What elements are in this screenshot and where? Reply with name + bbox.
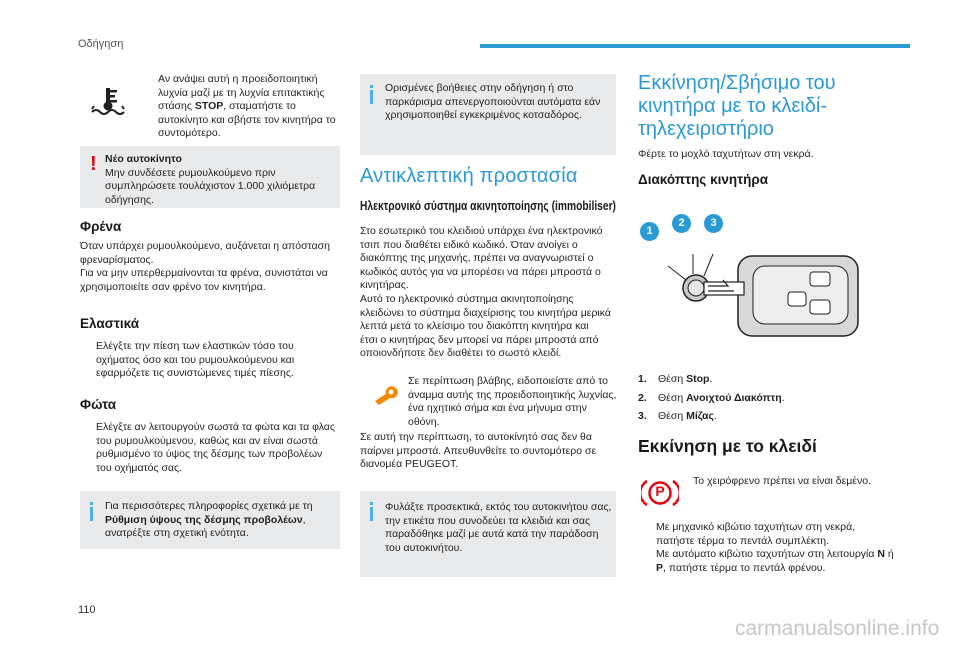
new-car-title: Νέο αυτοκίνητο [105,153,182,165]
brakes-text: Όταν υπάρχει ρυμουλκούμενο, αυξάνεται η απόσταση φρεναρίσματος. Για να μην υπερθερμαίνονται τα φρένα, συνιστάται να χρησιμοποιείτε σαν φρένο τον κινητήρα. [80,240,330,293]
header-accent-bar [480,44,910,48]
info-icon [370,507,373,521]
new-car-warning-box [80,146,340,208]
position-item: 1. Θέση Stop. [638,373,713,385]
text-line: χρησιμοποιηθεί εγκεκριμένος κοτσαδόρος. [385,109,582,122]
text-line: λυχνία μαζί με τη λυχνία επιτακτικής [158,86,325,99]
tyres-heading: Ελαστικά [80,316,140,331]
text-line: συντομότερο. [158,127,221,140]
page-number: 110 [78,604,96,616]
headlamp-info-box [80,491,340,549]
neutral-instruction: Φέρτε το μοχλό ταχυτήτων στη νεκρά. [638,148,814,160]
start-procedure-text: Με μηχανικό κιβώτιο ταχυτήτων στη νεκρά, πατήστε τέρμα το πεντάλ συμπλέκτη. Με αυτόματο κιβώτιο ταχυτήτων στη λειτουργία N ή P, πατήστε τέρμα το πεντάλ φρένου. [656,521,894,574]
text-line: παραδόθηκε μαζί με αυτά κατά την παράδοση [385,528,599,541]
switch-positions-list [638,373,928,424]
tyres-text: Ελέγξτε την πίεση των ελαστικών τόσο του οχήματος όσο και του ρυμουλκούμενου και εφαρμόζετε τις συνιστώμενες τιμές πίεσης. [96,340,295,380]
immobiliser-subheading: Ηλεκτρονικό σύστημα ακινητοποίησης (immobiliser) [360,199,616,213]
text-line: οδήγησης. [105,193,154,206]
text-line: Μην συνδέσετε ρυμουλκούμενο πριν [105,166,276,179]
parking-p-symbol: P [655,483,665,499]
fault-case-text: Σε αυτή την περίπτωση, το αυτοκίνητό σας δεν θα παίρνει μπροστά. Απευθυνθείτε το συντομότερο σε διανομέα PEUGEOT. [360,431,597,471]
info-icon [370,90,373,104]
immobiliser-text: Στο εσωτερικό του κλειδιού υπάρχει ένα ηλεκτρονικό τσιπ που διαθέτει ειδικό κωδικό. Όταν ανοίγει ο διακόπτης της μηχανής, πρέπει να αναγνωριστεί ο κωδικός αυτός για να μπορέσει να πάρει μπροστά ο κινητήρας. Αυτό το ηλεκτρονικό σύστημα ακινητοποίησης κλειδώνει το σύστημα διαχείρισης του κινητήρα μερικά λεπτά μετά το κλείσιμο του διακόπτη κινητήρα και έτσι ο κινητήρας δεν μπορεί να πάρει μπροστά από οποιονδήποτε δεν διαθέτει το σωστό κλειδί. [360,225,611,360]
text-line: ανατρέξτε στη σχετική ενότητα. [105,527,249,540]
ignition-key-illustration [638,206,868,356]
position-item: 2. Θέση Ανοιχτού Διακόπτη. [638,391,785,404]
key-start-heading: Εκκίνηση με το κλειδί [638,436,817,456]
text-line: Φυλάξτε προσεκτικά, εκτός του αυτοκινήτου σας, [385,501,612,513]
text-line: Ορισμένες βοήθειες στην οδήγηση ή στο [385,82,574,94]
warning-mark-icon: ! [90,153,97,175]
key-label-info-box [360,491,616,577]
text-line: αυτοκίνητο και σβήστε τον κινητήρα το [158,113,336,126]
parking-brake-warning-icon [641,478,679,508]
text-line: Ρύθμιση ύψους της δέσμης προβολέων, [105,513,306,526]
info-icon [90,507,93,521]
coolant-warning-text [142,73,342,141]
anti-theft-heading: Αντικλεπτική προστασία [360,165,578,187]
callout-3: 3 [704,214,723,233]
text-line: του αυτοκινήτου. [385,541,463,554]
text-line: Για περισσότερες πληροφορίες σχετικά με τη [105,500,313,512]
start-stop-heading: Εκκίνηση/Σβήσιμο του κινητήρα με το κλειδί- τηλεχειριστήριο [638,72,836,140]
text-line: την ετικέτα που συνοδεύει τα κλειδιά και σας [385,514,591,527]
text-line: στάσης STOP, σταματήστε το [158,100,296,113]
lights-heading: Φώτα [80,397,117,412]
brakes-heading: Φρένα [80,219,122,234]
text-line: παρκάρισμα απενεργοποιούνται αυτόματα εάν [385,95,601,108]
fault-text: Σε περίπτωση βλάβης, ειδοποιείστε από το άναμμα αυτής της προειδοποιητικής λυχνίας, ένα ηχητικό σήμα και ένα μήνυμα στην οθόνη. [408,375,617,428]
parking-brake-note: Το χειρόφρενο πρέπει να είναι δεμένο. [693,475,871,487]
section-header: Οδήγηση [78,38,124,50]
ignition-switch-heading: Διακόπτης κινητήρα [638,172,769,187]
lights-text: Ελέγξτε αν λειτουργούν σωστά τα φώτα και τα φλας του ρυμουλκούμενου, καθώς και αν είναι σωστά ρυθμισμένο το ύψος της δέσμης των προβολέων του οχήματός σας. [96,421,335,474]
text-line: Αν ανάψει αυτή η προειδοποιητική [158,73,318,85]
position-item: 3. Θέση Μίζας. [638,410,717,423]
wrench-icon [372,382,398,408]
coolant-warning-icon [90,86,126,118]
text-line: συμπληρώσετε τουλάχιστον 1.000 χιλιόμετρα [105,180,316,193]
towbar-info-box [360,74,616,155]
callout-1: 1 [640,222,659,241]
callout-2: 2 [672,214,691,233]
watermark: carmanualsonline.info [735,617,940,640]
